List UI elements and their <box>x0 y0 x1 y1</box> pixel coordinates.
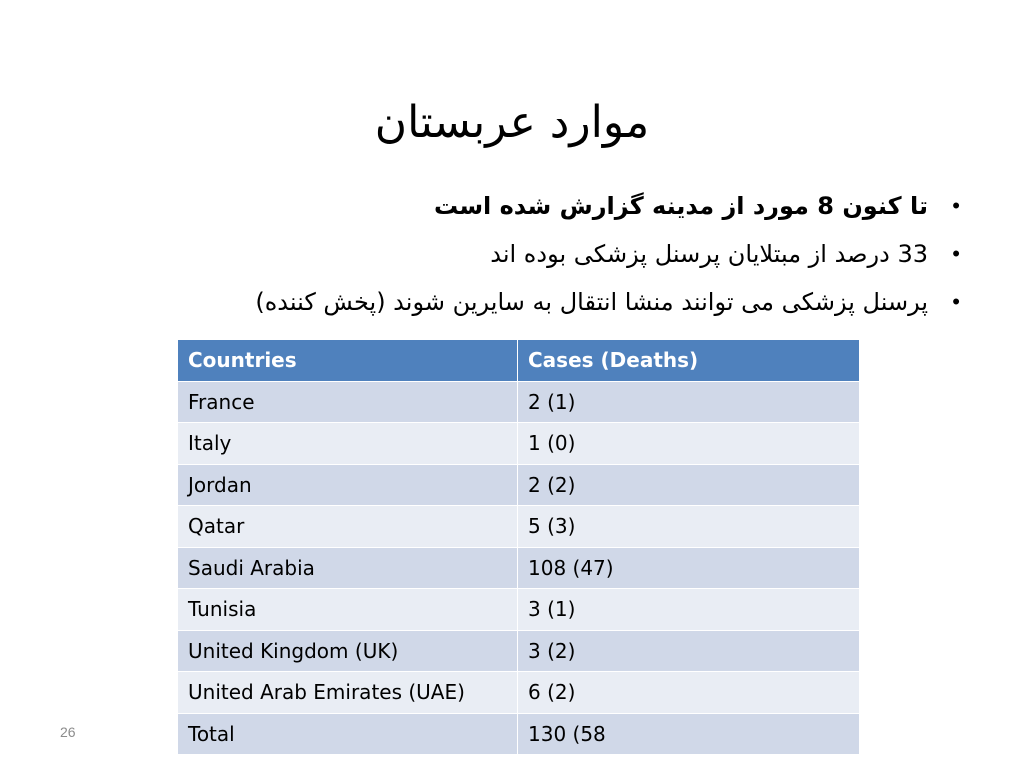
country-cell: Italy <box>178 423 518 465</box>
bullet-text: 33 درصد از مبتلایان پرسنل پزشکی بوده اند <box>490 240 928 268</box>
country-cell: Saudi Arabia <box>178 547 518 589</box>
cases-cell: 2 (1) <box>518 381 860 423</box>
column-header-cases: Cases (Deaths) <box>518 340 860 382</box>
table-row <box>178 547 860 589</box>
cases-cell: 6 (2) <box>518 672 860 714</box>
bullet-item <box>128 182 968 230</box>
country-cell: Total <box>178 713 518 755</box>
table-row <box>178 589 860 631</box>
table-header-row <box>178 340 860 382</box>
table-row <box>178 381 860 423</box>
country-cell: France <box>178 381 518 423</box>
column-header-countries: Countries <box>178 340 518 382</box>
country-cell: Qatar <box>178 506 518 548</box>
bullet-list <box>128 182 968 326</box>
bullet-marker: • <box>952 193 960 218</box>
table-row <box>178 423 860 465</box>
table-row <box>178 506 860 548</box>
cases-cell: 130 (58 <box>518 713 860 755</box>
table-row <box>178 464 860 506</box>
cases-cell: 108 (47) <box>518 547 860 589</box>
cases-cell: 5 (3) <box>518 506 860 548</box>
cases-cell: 1 (0) <box>518 423 860 465</box>
table-row <box>178 630 860 672</box>
country-cell: United Arab Emirates (UAE) <box>178 672 518 714</box>
bullet-marker: • <box>952 289 960 314</box>
country-cell: United Kingdom (UK) <box>178 630 518 672</box>
bullet-item <box>128 230 968 278</box>
cases-table <box>177 339 860 755</box>
bullet-marker: • <box>952 241 960 266</box>
cases-cell: 3 (2) <box>518 630 860 672</box>
cases-cell: 2 (2) <box>518 464 860 506</box>
country-cell: Jordan <box>178 464 518 506</box>
bullet-text: تا کنون 8 مورد از مدینه گزارش شده است <box>434 192 928 220</box>
slide-number: 26 <box>60 724 76 740</box>
cases-cell: 3 (1) <box>518 589 860 631</box>
country-cell: Tunisia <box>178 589 518 631</box>
table-row <box>178 672 860 714</box>
slide-title: موارد عربستان <box>374 97 650 149</box>
bullet-item <box>128 278 968 326</box>
bullet-text: پرسنل پزشکی می توانند منشا انتقال به سایرین شوند (پخش کننده) <box>255 288 928 316</box>
table-row-total <box>178 713 860 755</box>
